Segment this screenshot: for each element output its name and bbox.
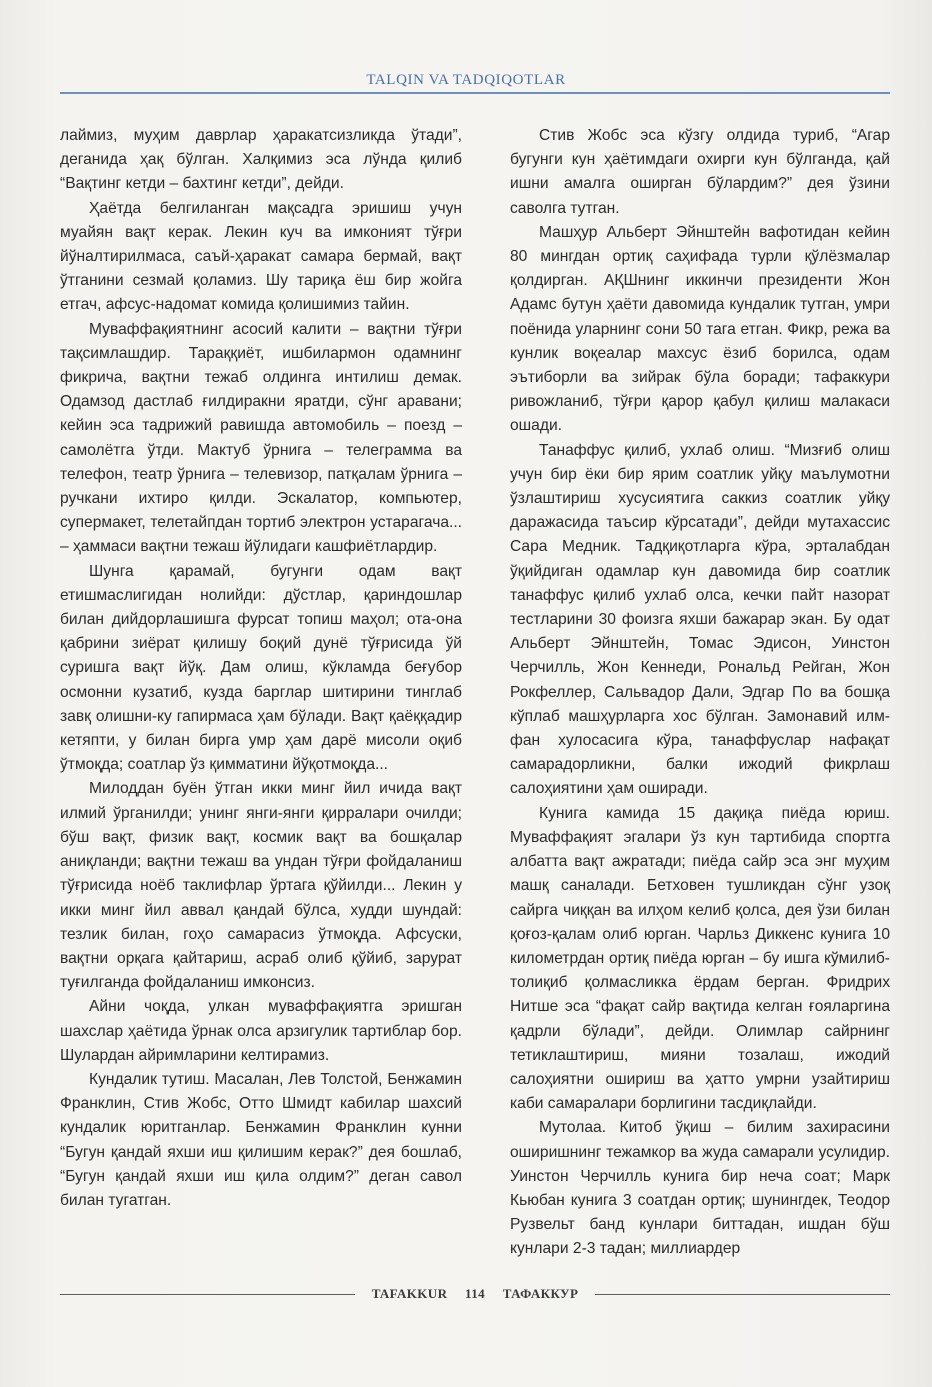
- footer-rule-left: [60, 1294, 355, 1295]
- paragraph: Ҳаётда белгиланган мақсадга эришиш учун муайян вақт керак. Лекин куч ва имконият тўғри йўналтирилмаса, саъй-ҳаракат самара бермай, вақт ўтганини сезмай қоламиз. Шу тариқа ёш бир жойга етгач, афсус-надомат комида қолишимиз тайин.: [60, 199, 462, 314]
- paragraph: Мутолаа. Китоб ўқиш – билим захирасини оширишнинг тежамкор ва жуда самарали усулидир. Уинстон Черчилль кунига бир неча соат; Марк Кьюбан кунига 3 соатдан ортиқ; шунингдек, Теодор Рузвельт банд кунлари биттадан, ишдан бўш кунлари 2-3 тадан; миллиардер: [510, 1119, 890, 1258]
- page-footer: [60, 1284, 890, 1304]
- paragraph: Милоддан буён ўтган икки минг йил ичида вақт илмий ўрганилди; унинг янги-янги қирралари очилди; бўш вақт, физик вақт, космик вақт ва бошқалар аниқланди; вақтни тежаш ва ундан тўғри фойдаланиш тўғрисида ноёб таклифлар ўртага қўйилди... Лекин у икки минг йил аввал қандай бўлса, худди шундай: тезлик билан, гоҳо самарасиз ўтмоқда. Афсуски, вақтни орқага қайтариш, асраб олиб қўйиб, зарурат туғилганда фойдаланиш имконсиз.: [60, 780, 462, 992]
- footer-label: [355, 1286, 596, 1302]
- paragraph: лаймиз, муҳим даврлар ҳаракатсизликда ўтади”, деганида ҳақ бўлган. Халқимиз эса лўнда қилиб “Вақтинг кетди – бахтинг кетди”, дейди.: [60, 127, 462, 193]
- footer-rule-right: [595, 1294, 890, 1295]
- paragraph: Танаффус қилиб, ухлаб олиш. “Мизғиб олиш учун бир ёки бир ярим соатлик уйқу маълумотни ўзлаштириш хусусиятига саккиз соатлик уйқу даражасида таъсир кўрсатади”, дейди мутахассис Сара Медник. Тадқиқотларга кўра, эрталабдан ўқийдиган одамлар кун давомида бир соатлик танаффус қилиб ухлаб олса, кечки пайт назорат тестларини 30 фоизга яхши бажарар экан. Бу одат Альберт Эйнштейн, Томас Эдисон, Уинстон Черчилль, Жон Кеннеди, Рональд Рейган, Жон Рокфеллер, Сальвадор Дали, Эдгар По ва бошқа кўплаб машҳурларга хос бўлган. Замонавий илм-фан хулосасига кўра, танаффуслар нафақат самарадорликни, балки ижодий фикрлаш салоҳиятини ҳам оширади.: [510, 441, 890, 798]
- paragraph: Шунга қарамай, бугунги одам вақт етишмаслигидан нолийди: дўстлар, қариндошлар билан дийдорлашишга фурсат топиш маҳол; ота-она қабрини зиёрат қилишу боқий дунё тўғрисида ўй суришга вақт йўқ. Дам олиш, кўкламда беғубор осмонни кузатиб, кузда барглар шитирини тинглаб завқ олишни-ку гапирмаса ҳам бўлади. Вақт қаёққадир кетяпти, у билан бирга умр ҳам дарё мисоли оқиб ўтмоқда; соатлар ўз қимматини йўқотмоқда...: [60, 562, 462, 774]
- section-header: TALQIN VA TADQIQOTLAR: [366, 72, 566, 88]
- paragraph: Муваффақиятнинг асосий калити – вақтни тўғри тақсимлашдир. Тараққиёт, ишбилармон одамнинг фикрича, вақтни тежаб олдинга интилиш демак. Одамзод дастлаб ғилдиракни яратди, сўнг аравани; кейин эса тадрижий равишда автомобиль – поезд – самолётга ўтди. Мактуб ўрнига – телеграмма ва телефон, театр ўрнига – телевизор, патқалам ўрнига – ручкани ихтиро қилди. Эскалатор, компьютер, супермакет, телетайпдан тортиб электрон устарагача... – ҳаммаси вақтни тежаш йўлидаги кашфиётлардир.: [60, 320, 462, 556]
- footer-journal-cyrillic: ТАФАККУР: [502, 1286, 579, 1301]
- footer-journal-latin: TAFAKKUR: [371, 1286, 448, 1301]
- paragraph: Стив Жобс эса кўзгу олдида туриб, “Агар бугунги кун ҳаётимдаги охирги кун бўлганда, қай ишни амалга оширган бўлардим?” дея ўзини саволга тутган.: [510, 127, 890, 217]
- paragraph: Кунига камида 15 дақиқа пиёда юриш. Муваффақият эгалари ўз кун тартибида спортга албатта вақт ажратади; пиёда сайр эса энг муҳим машқ саналади. Бетховен тушликдан сўнг узоқ сайрга чиққан ва илҳом келиб қолса, дея ўзи билан қоғоз-қалам олиб юрган. Чарльз Диккенс кунига 10 километрдан ортиқ пиёда юрган – бу ишга кўмилиб-толиқиб қолмасликка ёрдам берган. Фридрих Нитше эса “фақат сайр вақтида келган ғояларгина қадрли бўлади”, дейди. Олимлар сайрнинг тетиклаштириш, мияни тозалаш, ижодий салоҳиятни ошириш ва ҳатто умрни узайтириш каби самаралари борлигини тасдиқлайди.: [510, 804, 890, 1113]
- paragraph: Айни чоқда, улкан муваффақиятга эришган шахслар ҳаётида ўрнак олса арзигулик тартиблар бор. Шулардан айримларини келтирамиз.: [60, 998, 462, 1064]
- page-number: 114: [465, 1286, 486, 1301]
- left-column: [60, 124, 462, 1213]
- right-column: [510, 124, 890, 1262]
- header-divider: [60, 92, 890, 94]
- paragraph: Машҳур Альберт Эйнштейн вафотидан кейин 80 мингдан ортиқ саҳифада турли қўлёзмалар қолдирган. АҚШнинг иккинчи президенти Жон Адамс бутун ҳаёти давомида кундалик тутган, умри поёнида уларнинг сони 50 тага етган. Фикр, режа ва кунлик воқеалар махсус ёзиб борилса, одам эътиборли ва зийрак бўла боради; тафаккури ривожланиб, тўғри қарор қабул қилиш малакаси ошади.: [510, 223, 890, 435]
- paragraph: Кундалик тутиш. Масалан, Лев Толстой, Бенжамин Франклин, Стив Жобс, Отто Шмидт кабилар шахсий кундалик юритганлар. Бенжамин Франклин кунни “Бугун қандай яхши иш қилишим керак?” дея бошлаб, “Бугун қандай яхши иш қила олдим?” деган савол билан тугатган.: [60, 1070, 462, 1209]
